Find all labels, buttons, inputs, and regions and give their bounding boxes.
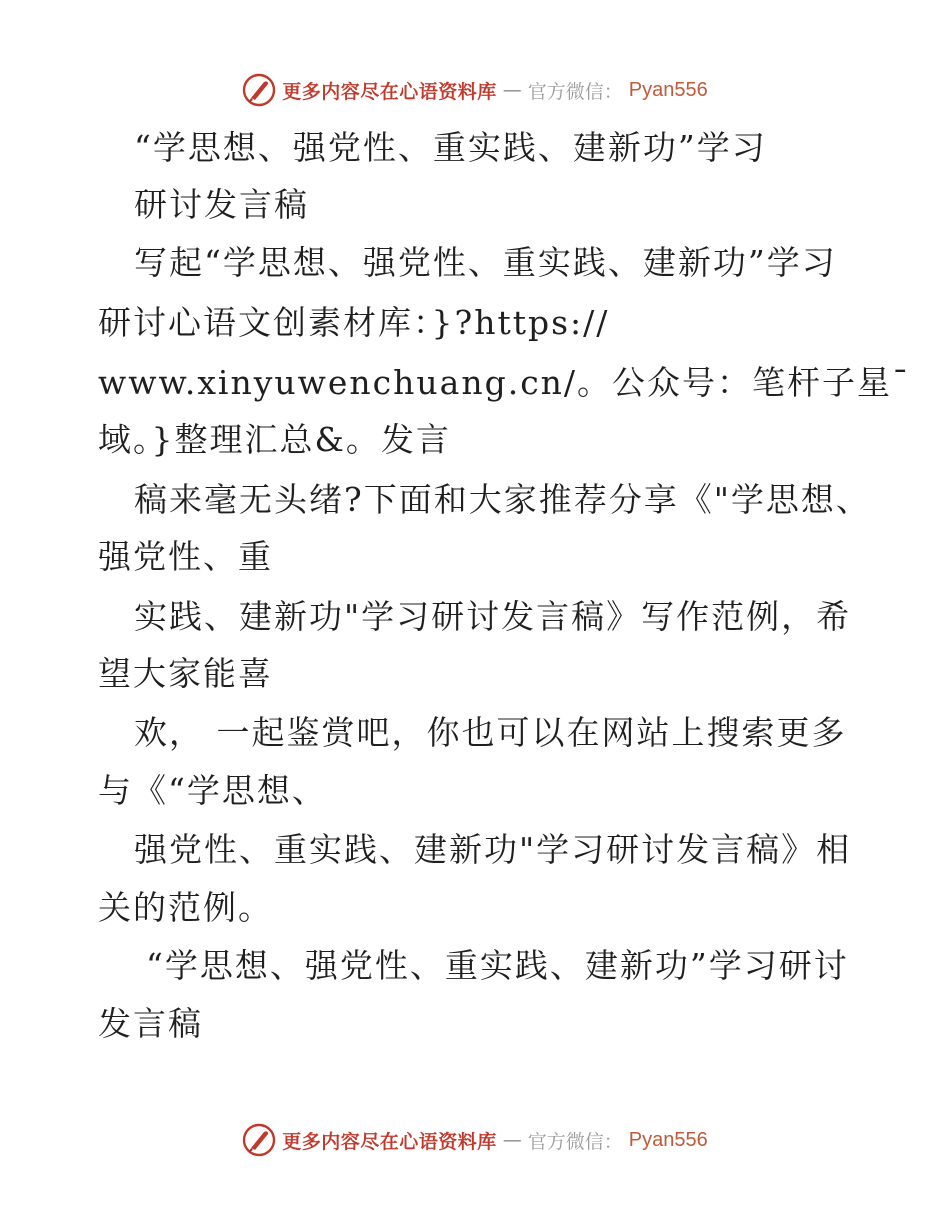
quill-pen-logo-icon [242, 73, 276, 107]
text-line: 发言稿 [98, 1004, 203, 1043]
text-line: 欢， 一起鉴赏吧，你也可以在网站上搜索更多 [134, 713, 847, 752]
text-line: www.xinyuwenchuang.cn/。公众号：笔杆子星¯ [98, 363, 911, 402]
watermark-dash: — [502, 79, 522, 101]
text-line: 强党性、重 [98, 537, 273, 576]
text-line: 关的范例。 [98, 888, 273, 927]
watermark-label: 官方微信： [527, 1130, 623, 1153]
footer-watermark [0, 1120, 950, 1160]
header-watermark [0, 70, 950, 110]
text-line: 写起“学思想、强党性、重实践、建新功”学习 [134, 243, 837, 282]
text-line: 研讨心语文创素材库：}?https:// [98, 303, 610, 342]
watermark-dash: — [502, 1129, 522, 1151]
watermark-wechat-id: Pyan556 [628, 78, 708, 101]
quill-pen-logo-icon [242, 1123, 276, 1157]
text-line: “学思想、强党性、重实践、建新功”学习研讨 [146, 946, 849, 985]
text-line: 实践、建新功"学习研讨发言稿》写作范例，希 [134, 597, 852, 636]
text-line: 与《“学思想、 [98, 771, 327, 810]
text-line: 强党性、重实践、建新功"学习研讨发言稿》相 [134, 830, 852, 869]
text-line: “学思想、强党性、重实践、建新功”学习 [134, 128, 767, 167]
text-line: 域。}整理汇总&。发言 [98, 420, 451, 459]
watermark-wechat-id: Pyan556 [628, 1128, 708, 1151]
text-line: 研讨发言稿 [134, 185, 309, 224]
watermark-title: 更多内容尽在心语资料库 [282, 80, 497, 103]
text-line: 稿来毫无头绪?下面和大家推荐分享《"学思想、 [134, 480, 871, 519]
text-line: 望大家能喜 [98, 654, 273, 693]
watermark-label: 官方微信： [527, 80, 623, 103]
watermark-title: 更多内容尽在心语资料库 [282, 1130, 497, 1153]
